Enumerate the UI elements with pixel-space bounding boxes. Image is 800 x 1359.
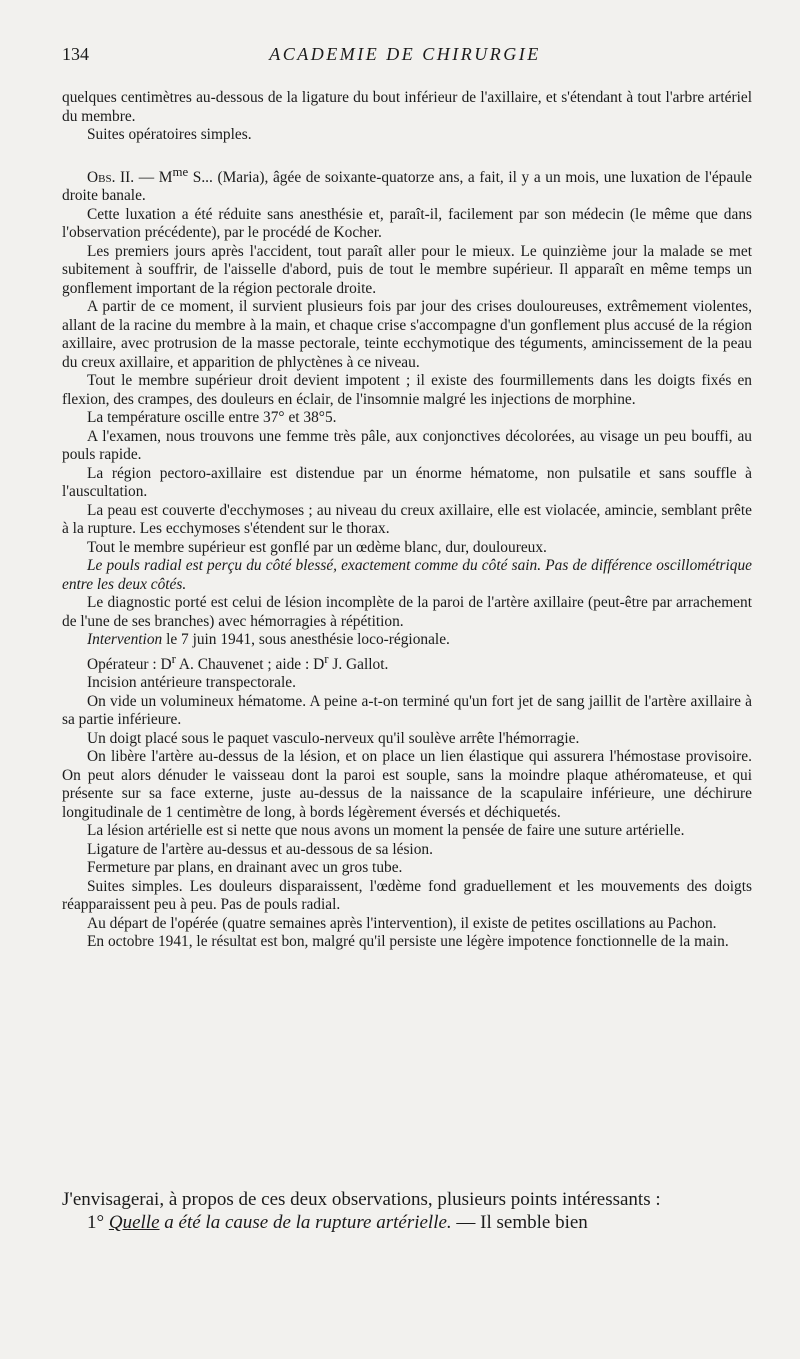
paragraph: Un doigt placé sous le paquet vasculo-nerveux qu'il soulève arrête l'hémorragie. [87,729,580,747]
paragraph: Incision antérieure transpectorale. [87,674,296,692]
intervention-text: le 7 juin 1941, sous anesthésie loco-régionale. [162,631,450,649]
paragraph: Tout le membre supérieur est gonflé par un œdème blanc, dur, douloureux. [87,538,547,556]
patient-title-superscript: me [172,164,189,179]
operator-text: Opérateur : D [87,655,172,673]
paragraph: Ligature de l'artère au-dessus et au-dessous de sa lésion. [87,840,433,858]
paragraph: Le diagnostic porté est celui de lésion incomplète de la paroi de l'artère axillaire (peut-être par arrachement de l'une de ses branches) avec hémorragies à répétition. [62,594,752,630]
observation-label: Obs. II. [87,168,135,186]
page-header [62,44,748,68]
paragraph: A l'examen, nous trouvons une femme très pâle, aux conjonctives décolorées, au visage un peu bouffi, au pouls rapide. [62,427,752,464]
paragraph: Tout le membre supérieur droit devient impotent ; il existe des fourmillements dans les doigts fixés en flexion, des crampes, des douleurs en éclair, de l'insomnie malgré les injections de morphine. [62,372,752,408]
paragraph: Au départ de l'opérée (quatre semaines après l'intervention), il existe de petites oscillations au Pachon. [87,914,717,932]
closing-section [62,1188,752,1234]
numbered-point [62,1211,752,1234]
paragraph: Fermeture par plans, en drainant avec un gros tube. [87,859,403,877]
superscript: r [324,651,329,666]
paragraph: Les premiers jours après l'accident, tout paraît aller pour le mieux. Le quinzième jour la malade se met subitement à souffrir, de l'aisselle d'abord, puis de tout le membre supérieur. Il apparaît en même temps un gonflement important de la région pectorale droite. [62,242,752,297]
question-text: a été la cause de la rupture artérielle. [159,1212,452,1233]
paragraph: Suites opératoires simples. [87,126,252,143]
body-text [62,89,752,952]
italic-paragraph: Le pouls radial est perçu du côté blessé, exactement comme du côté sain. Pas de différence oscillométrique entre les deux côtés. [62,557,752,593]
running-title: ACADEMIE DE CHIRURGIE [269,44,541,64]
page-number: 134 [62,44,89,64]
closing-paragraph: J'envisagerai, à propos de ces deux observations, plusieurs points intéressants : [62,1189,661,1210]
superscript: r [171,651,176,666]
patient-title: M [158,168,173,186]
paragraph: Suites simples. Les douleurs disparaissent, l'œdème fond graduellement et les mouvements des doigts réapparaissent peu à peu. Pas de pouls radial. [62,877,752,914]
dash: — [134,168,159,186]
paragraph: Cette luxation a été réduite sans anesthésie et, paraît-il, facilement par son médecin (le même que dans l'observation précédente), par le procédé de Kocher. [62,205,752,242]
point-number: 1° [87,1212,105,1233]
paragraph: A partir de ce moment, il survient plusieurs fois par jour des crises douloureuses, extrêmement violentes, allant de la racine du membre à la main, et chaque crise s'accompagne d'un gonflement plus accusé de la région axillaire, avec protrusion de la masse pectorale, teinte ecchymotique des téguments, amincissement de la peau du creux axillaire, et apparition de phlyctènes à ce niveau. [62,298,752,371]
operator-text: J. Gallot. [328,655,389,673]
observation-heading-paragraph [62,163,752,206]
paragraph: La température oscille entre 37° et 38°5. [87,409,337,427]
question-underlined: Quelle [108,1212,160,1233]
paragraph: En octobre 1941, le résultat est bon, malgré qu'il persiste une légère impotence fonctionnelle de la main. [87,933,729,951]
paragraph: On libère l'artère au-dessus de la lésion, et on place un lien élastique qui assurera l'hémostase provisoire. On peut alors dénuder le vaisseau dont la paroi est souple, sans la moindre plaque athéromateuse, et qui présente sur sa face externe, juste au-dessus de la naissance de la scapulaire inférieure, une déchirure longitudinale de 1 centimètre de long, à bords légèrement éversés et déchiquetés. [62,748,752,821]
paragraph: On vide un volumineux hématome. A peine a-t-on terminé qu'un fort jet de sang jaillit de l'artère axillaire à sa partie inférieure. [62,692,752,729]
intervention-label: Intervention [87,631,163,649]
paragraph: La peau est couverte d'ecchymoses ; au niveau du creux axillaire, elle est violacée, amincie, semblant prête à la rupture. Les ecchymoses s'étendent sur le thorax. [62,501,752,538]
observation-text: S... (Maria), âgée de soixante-quatorze ans, a fait, il y a un mois, une luxation de l'épaule droite banale. [62,168,752,205]
operator-text: A. Chauvenet ; aide : D [175,655,325,673]
paragraph: La lésion artérielle est si nette que nous avons un moment la pensée de faire une suture artérielle. [87,822,685,840]
paragraph: La région pectoro-axillaire est distendue par un énorme hématome, non pulsatile et sans souffle à l'auscultation. [62,464,752,501]
intervention-paragraph [62,631,752,650]
point-tail: — Il semble bien [451,1212,588,1233]
operator-paragraph [62,650,752,675]
paragraph: quelques centimètres au-dessous de la ligature du bout inférieur de l'axillaire, et s'étendant à tout l'arbre artériel du membre. [62,89,752,125]
